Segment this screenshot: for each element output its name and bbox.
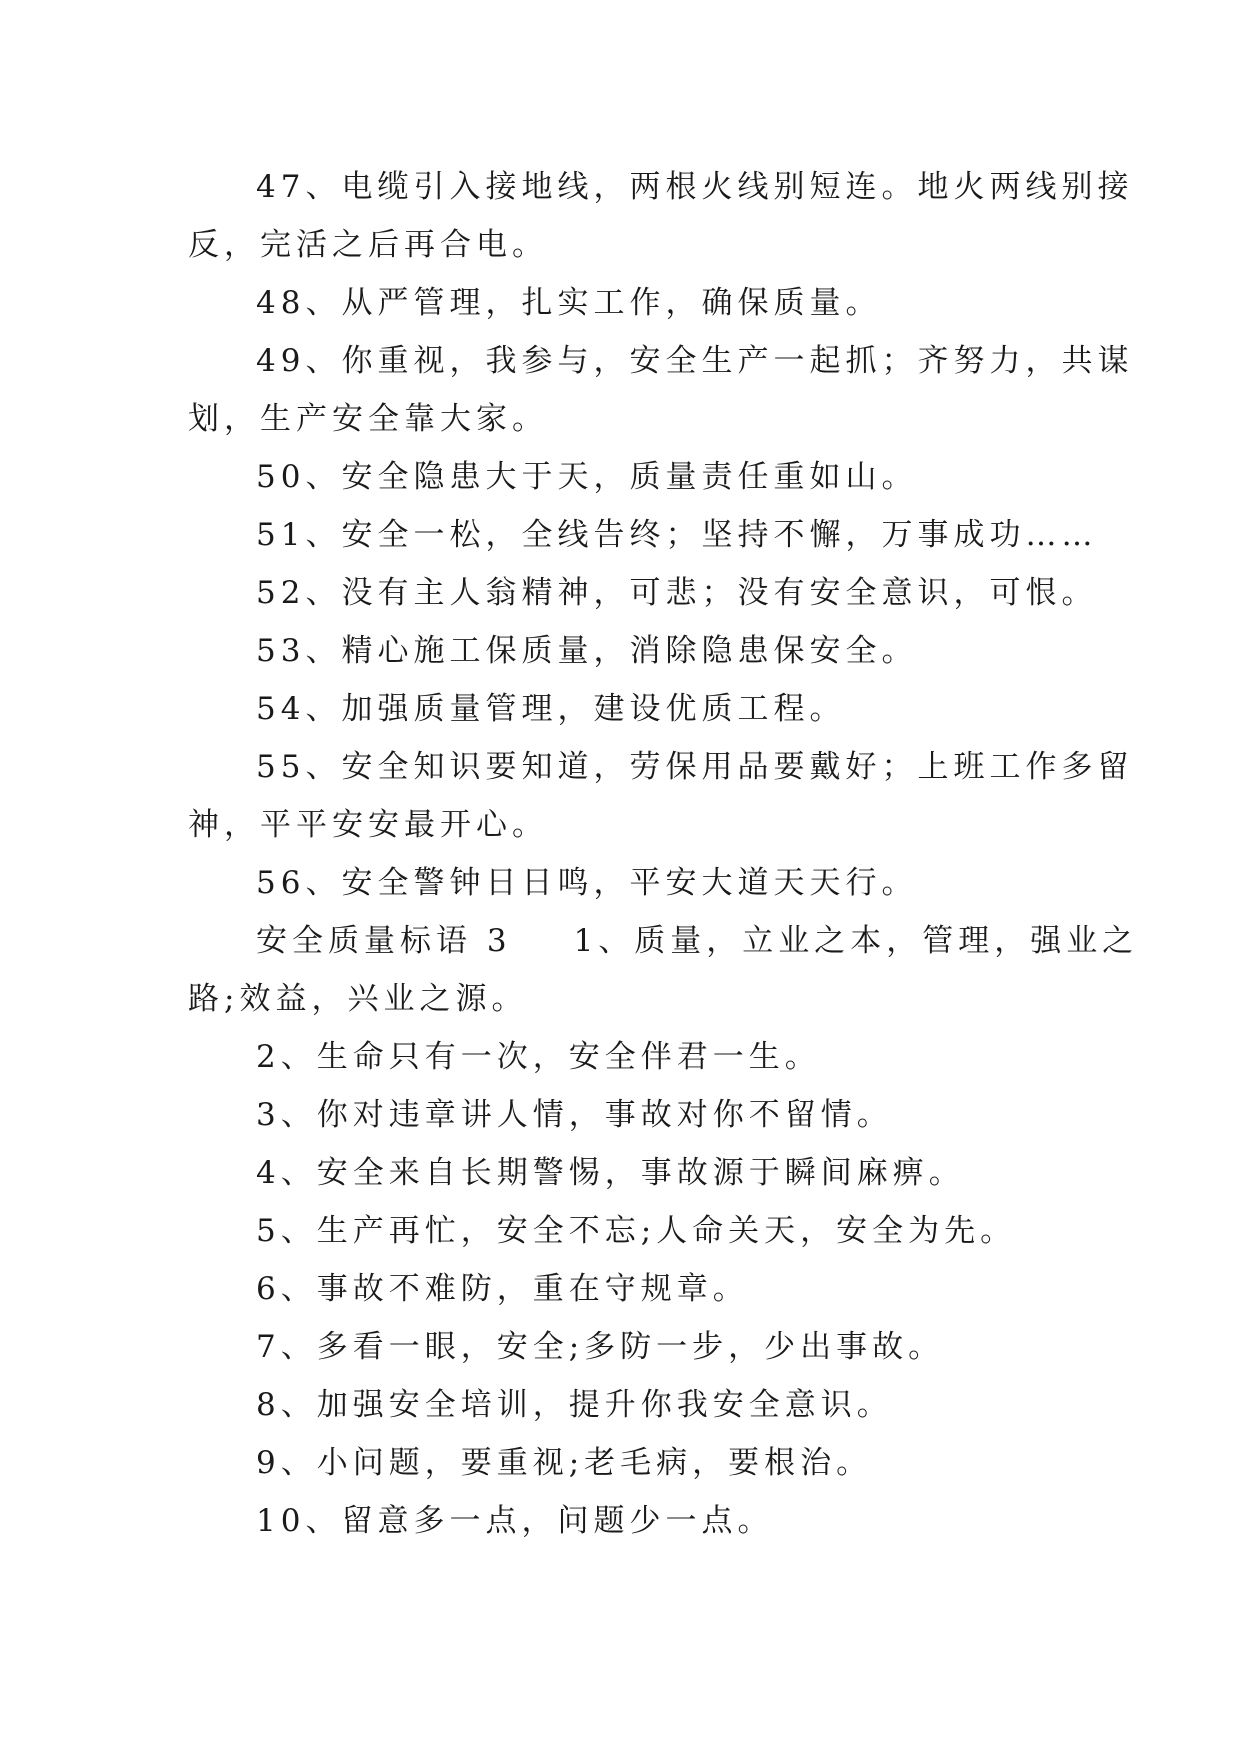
section-item-2: 2、生命只有一次，安全伴君一生。 — [256, 1039, 821, 1075]
paragraph-52: 52、没有主人翁精神，可悲；没有安全意识，可恨。 — [256, 575, 1098, 611]
paragraph-49: 49、你重视，我参与，安全生产一起抓；齐努力，共谋 — [256, 343, 1134, 379]
section-item-4: 4、安全来自长期警惕，事故源于瞬间麻痹。 — [256, 1155, 965, 1191]
paragraph-55: 55、安全知识要知道，劳保用品要戴好；上班工作多留 — [256, 749, 1134, 785]
paragraph-51: 51、安全一松，全线告终；坚持不懈，万事成功…… — [256, 517, 1098, 553]
paragraph-48: 48、从严管理，扎实工作，确保质量。 — [256, 285, 882, 321]
section-heading-line — [188, 912, 1139, 970]
section-item-1-continued: 路;效益，兴业之源。 — [188, 981, 528, 1017]
paragraph-50: 50、安全隐患大于天，质量责任重如山。 — [256, 459, 918, 495]
paragraph-47: 47、电缆引入接地线，两根火线别短连。地火两线别接 — [256, 169, 1134, 205]
section-item-9: 9、小问题，要重视;老毛病，要根治。 — [256, 1445, 873, 1481]
section-item-5: 5、生产再忙，安全不忘;人命关天，安全为先。 — [256, 1213, 1017, 1249]
paragraph-54: 54、加强质量管理，建设优质工程。 — [256, 691, 846, 727]
paragraph-55-continued: 神，平平安安最开心。 — [188, 807, 548, 843]
section-item-10: 10、留意多一点，问题少一点。 — [256, 1503, 774, 1539]
document-body — [188, 158, 1139, 1550]
section-item-7: 7、多看一眼，安全;多防一步，少出事故。 — [256, 1329, 945, 1365]
paragraph-56: 56、安全警钟日日鸣，平安大道天天行。 — [256, 865, 918, 901]
paragraph-49-continued: 划，生产安全靠大家。 — [188, 401, 548, 437]
section-item-3: 3、你对违章讲人情，事故对你不留情。 — [256, 1097, 893, 1133]
paragraph-47-continued: 反，完活之后再合电。 — [188, 227, 548, 263]
section-item-1: 1、质量，立业之本，管理，强业之 — [573, 923, 1139, 959]
section-item-8: 8、加强安全培训，提升你我安全意识。 — [256, 1387, 893, 1423]
section-item-6: 6、事故不难防，重在守规章。 — [256, 1271, 749, 1307]
paragraph-53: 53、精心施工保质量，消除隐患保安全。 — [256, 633, 918, 669]
section-title: 安全质量标语 3 — [256, 923, 512, 959]
